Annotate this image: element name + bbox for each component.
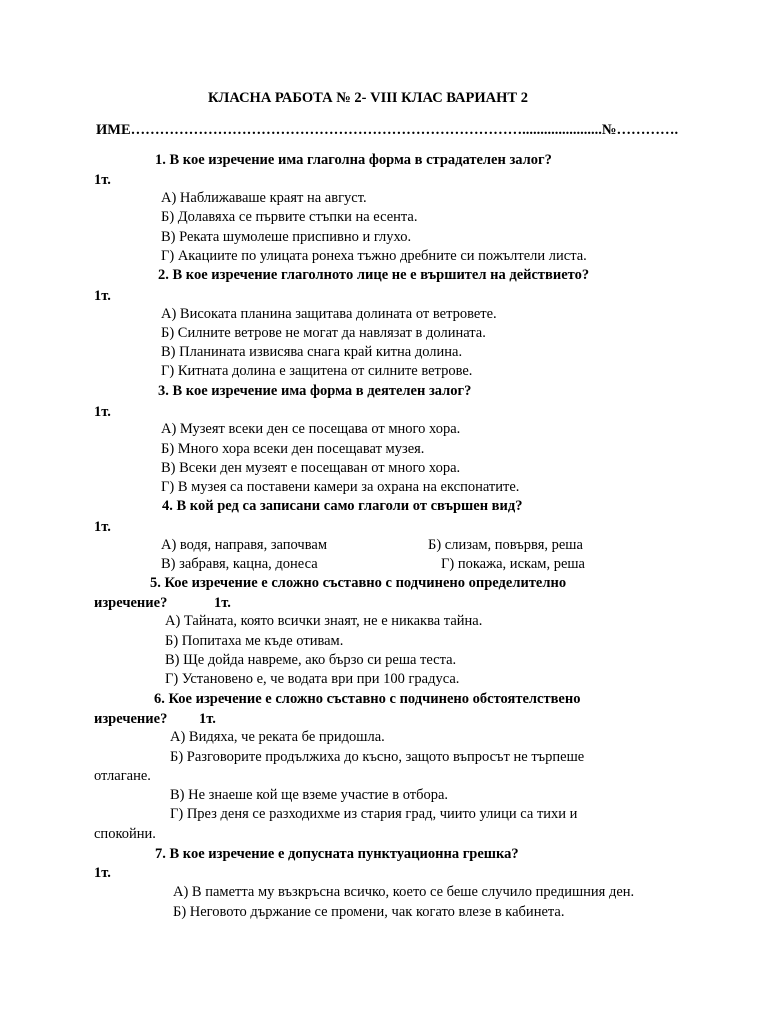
question-4-option-d: Г) покажа, искам, реша (441, 556, 585, 572)
question-3-option-b: Б) Много хора всеки ден посещават музея. (161, 441, 425, 457)
question-5-continuation: изречение? (94, 595, 168, 611)
question-4-option-a: А) водя, направя, започвам (161, 537, 327, 553)
question-4-option-b: Б) слизам, повървя, реша (428, 537, 583, 553)
question-4-option-c: В) забравя, кацна, донеса (161, 556, 318, 572)
worksheet-title: КЛАСНА РАБОТА № 2- VIII КЛАС ВАРИАНТ 2 (208, 90, 528, 106)
question-3-option-c: В) Всеки ден музеят е посещаван от много хора. (161, 460, 461, 476)
question-2: 2. В кое изречение глаголното лице не е вършител на действието? (158, 267, 590, 283)
question-1-points: 1т. (94, 172, 111, 188)
question-5-option-d: Г) Установено е, че водата ври при 100 градуса. (165, 671, 460, 687)
question-1: 1. В кое изречение има глаголна форма в страдателен залог? (155, 152, 552, 168)
question-6-option-c: В) Не знаеше кой ще вземе участие в отбора. (170, 787, 449, 803)
question-6: 6. Кое изречение е сложно съставно с подчинено обстоятелствено (154, 691, 581, 707)
question-7-option-a: А) В паметта му възкръсна всичко, което се беше случило предишния ден. (173, 884, 635, 900)
question-6-points: 1т. (199, 711, 216, 727)
question-1-option-a: А) Наближаваше краят на август. (161, 190, 367, 206)
question-3-option-d: Г) В музея са поставени камери за охрана на експонатите. (161, 479, 520, 495)
question-4-points: 1т. (94, 519, 111, 535)
question-6-option-d: Г) През деня се разходихме из стария град, чиито улици са тихи и (170, 806, 578, 822)
question-5-option-a: А) Тайната, която всички знаят, не е никаква тайна. (165, 613, 483, 629)
question-7: 7. В кое изречение е допусната пунктуационна грешка? (155, 846, 519, 862)
question-7-option-b: Б) Неговото държание се промени, чак когато влезе в кабинета. (173, 904, 565, 920)
question-5-option-b: Б) Попитаха ме къде отивам. (165, 633, 344, 649)
question-6-option-b: Б) Разговорите продължиха до късно, защото въпросът не търпеше (170, 749, 585, 765)
name-line: ИМЕ………………………………………………………………………......................№…………. (96, 122, 679, 138)
question-5-option-c: В) Ще дойда навреме, ако бързо си реша теста. (165, 652, 457, 668)
question-3-points: 1т. (94, 404, 111, 420)
question-4: 4. В кой ред са записани само глаголи от свършен вид? (162, 498, 523, 514)
question-2-option-b: Б) Силните ветрове не могат да навлязат в долината. (161, 325, 486, 341)
question-5: 5. Кое изречение е сложно съставно с подчинено определително (150, 575, 567, 591)
question-2-option-d: Г) Китната долина е защитена от силните ветрове. (161, 363, 473, 379)
question-6-option-b-continuation: отлагане. (94, 768, 151, 784)
question-2-option-c: В) Планината извисява снага край китна долина. (161, 344, 463, 360)
question-3: 3. В кое изречение има форма в деятелен залог? (158, 383, 472, 399)
question-3-option-a: А) Музеят всеки ден се посещава от много хора. (161, 421, 461, 437)
question-2-points: 1т. (94, 288, 111, 304)
question-1-option-d: Г) Акациите по улицата ронеха тъжно дребните си пожълтели листа. (161, 248, 587, 264)
question-6-option-a: А) Видяха, че реката бе придошла. (170, 729, 385, 745)
question-1-option-c: В) Реката шумолеше приспивно и глухо. (161, 229, 412, 245)
question-5-points: 1т. (214, 595, 231, 611)
question-6-continuation: изречение? (94, 711, 168, 727)
question-7-points: 1т. (94, 865, 111, 881)
question-2-option-a: А) Високата планина защитава долината от ветровете. (161, 306, 497, 322)
question-6-option-d-continuation: спокойни. (94, 826, 156, 842)
question-1-option-b: Б) Долавяха се първите стъпки на есента. (161, 209, 418, 225)
